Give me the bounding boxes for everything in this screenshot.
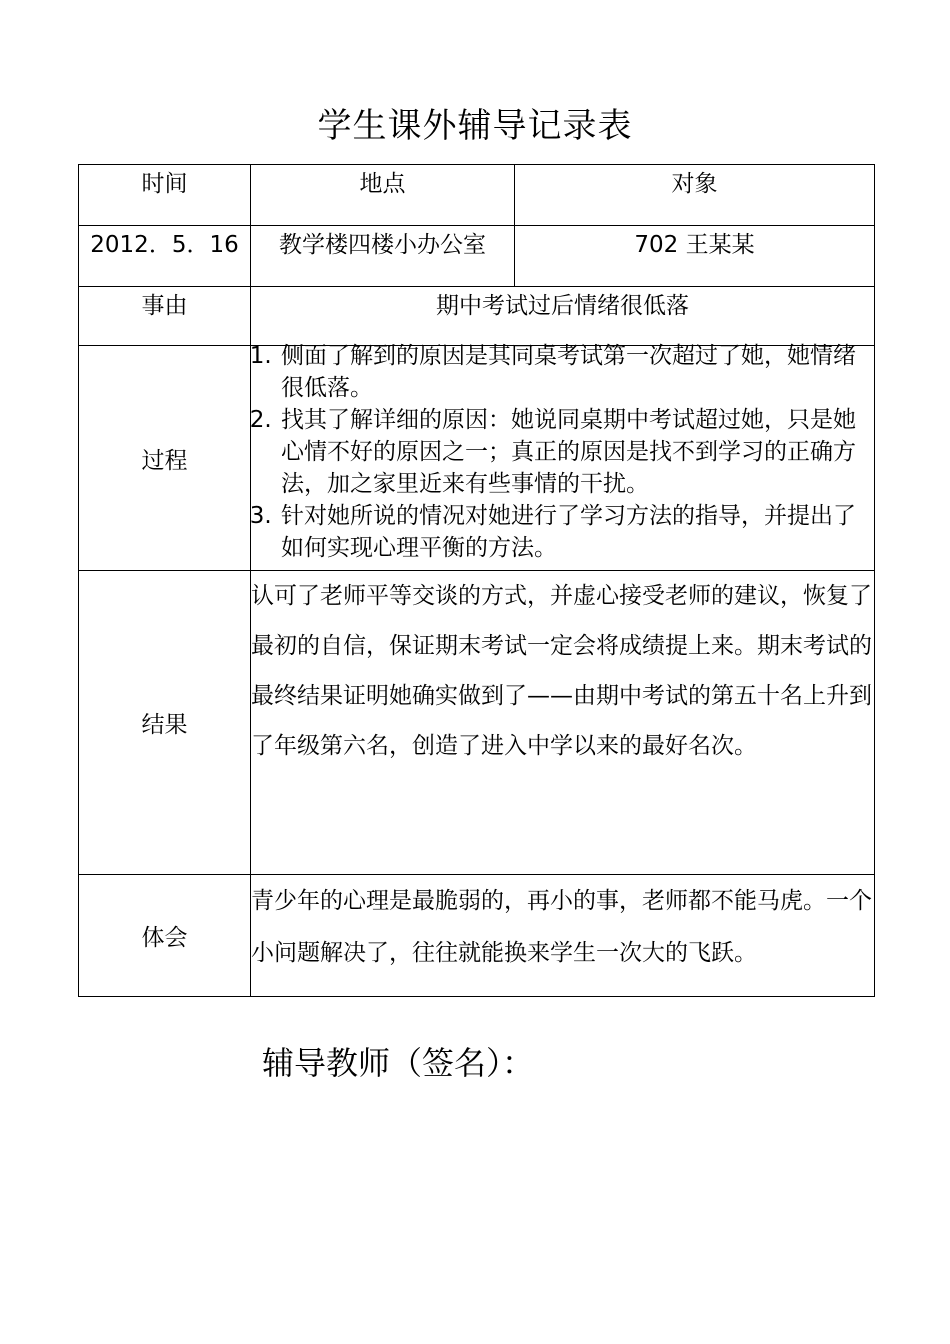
- record-table: [78, 164, 875, 997]
- record-target: 702 王某某: [515, 226, 875, 287]
- process-steps: [251, 340, 874, 564]
- reason-text: 期中考试过后情绪很低落: [251, 287, 875, 346]
- header-time: 时间: [79, 165, 251, 226]
- record-row: [79, 226, 875, 287]
- header-row: [79, 165, 875, 226]
- process-step: 1. 侧面了解到的原因是其同桌考试第一次超过了她，她情绪很低落。: [279, 340, 874, 404]
- header-place: 地点: [251, 165, 515, 226]
- result-label: 结果: [79, 571, 251, 875]
- reason-row: [79, 287, 875, 346]
- record-time: 2012．5．16: [79, 226, 251, 287]
- process-label: 过程: [79, 346, 251, 571]
- process-row: [79, 346, 875, 571]
- feeling-text: 青少年的心理是最脆弱的，再小的事，老师都不能马虎。一个小问题解决了，往往就能换来学生一次大的飞跃。: [251, 875, 875, 997]
- header-target: 对象: [515, 165, 875, 226]
- record-place: 教学楼四楼小办公室: [251, 226, 515, 287]
- feeling-row: [79, 875, 875, 997]
- process-step: 3. 针对她所说的情况对她进行了学习方法的指导，并提出了如何实现心理平衡的方法。: [279, 500, 874, 564]
- reason-label: 事由: [79, 287, 251, 346]
- signature-label: 辅导教师（签名）：: [262, 1044, 535, 1082]
- result-text: 认可了老师平等交谈的方式，并虚心接受老师的建议，恢复了最初的自信，保证期末考试一定会将成绩提上来。期末考试的最终结果证明她确实做到了——由期中考试的第五十名上升到了年级第六名，创造了进入中学以来的最好名次。: [251, 571, 875, 875]
- process-cell: [251, 343, 875, 571]
- feeling-label: 体会: [79, 875, 251, 997]
- result-row: [79, 571, 875, 875]
- page-title: 学生课外辅导记录表: [317, 106, 633, 146]
- process-step: 2. 找其了解详细的原因：她说同桌期中考试超过她，只是她心情不好的原因之一；真正的原因是找不到学习的正确方法，加之家里近来有些事情的干扰。: [279, 404, 874, 500]
